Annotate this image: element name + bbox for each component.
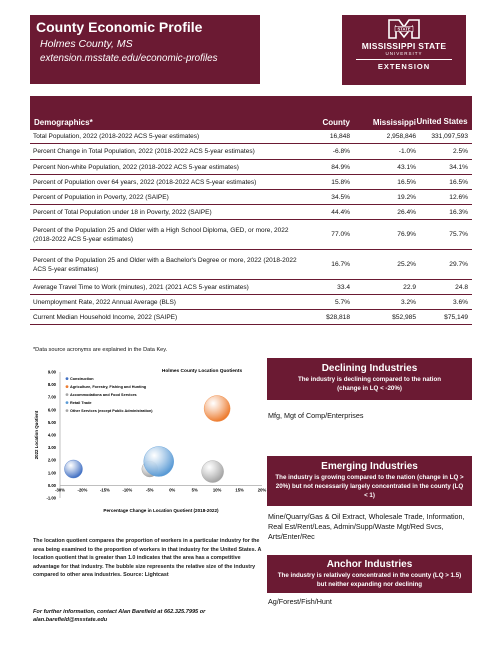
table-row <box>30 175 472 190</box>
logo-line1: MISSISSIPPI STATE <box>361 41 447 51</box>
mississippi-value: 2,958,846 <box>386 133 416 140</box>
legend-marker <box>66 385 69 388</box>
x-tick-label: 0% <box>169 487 176 493</box>
mississippi-value: 22.9 <box>403 283 416 291</box>
row-label: Percent of the Population 25 and Older with a High School Diploma, GED, or more, 2022 (2018-2022 ACS 5-year estimates) <box>33 226 289 243</box>
location-quotient-chart <box>30 360 270 520</box>
y-tick-label: 0.00 <box>47 482 56 488</box>
mississippi-value: 26.4% <box>397 208 416 216</box>
us-value: 16.3% <box>449 208 468 216</box>
mississippi-value: 76.9% <box>397 231 416 238</box>
mississippi-value: 43.1% <box>397 163 416 171</box>
anchor-list: Ag/Forest/Fish/Hunt <box>268 597 332 606</box>
county-value: 77.0% <box>331 231 350 238</box>
us-value: 331,097,593 <box>431 133 468 140</box>
demographics-table <box>30 96 472 325</box>
y-tick-label: 5.00 <box>47 419 56 425</box>
table-row <box>30 250 472 280</box>
x-tick-label: -10% <box>122 487 133 493</box>
us-value: $75,149 <box>444 313 468 321</box>
x-tick-label: 15% <box>235 487 244 493</box>
y-tick-label: 9.00 <box>47 369 56 375</box>
county-value: -6.8% <box>332 148 350 155</box>
declining-list: Mfg, Mgt of Comp/Enterprises <box>268 411 364 420</box>
declining-desc: The industry is declining compared to the nation (change in LQ < -20%) <box>297 376 441 392</box>
legend-entry: Retail Trade <box>70 401 92 405</box>
row-label: Unemployment Rate, 2022 Annual Average (BLS) <box>33 298 176 306</box>
msu-extension-logo <box>342 15 466 85</box>
logo-line2: UNIVERSITY <box>385 51 423 56</box>
bubble-agriculture-forestry-fishing-and-hunting <box>204 396 230 422</box>
table-row <box>30 144 472 160</box>
header-county: County <box>322 118 350 127</box>
anchor-desc: The industry is relatively concentrated in the county (LQ > 1.5) but neither expanding nor declining <box>277 572 462 588</box>
y-tick-label: 4.00 <box>47 432 56 438</box>
y-tick-label: 7.00 <box>47 394 56 400</box>
row-label: Percent of Population in Poverty, 2022 (SAIPE) <box>33 193 169 201</box>
page-title: County Economic Profile <box>36 19 203 35</box>
emerging-list: Mine/Quarry/Gas & Oil Extract, Wholesale Trade, Information, Real Est/Rent/Leas, Admin/Supp/Waste Mgt/Red Svcs, Arts/Enter/Rec <box>268 512 465 541</box>
county-value: $28,818 <box>326 313 350 321</box>
bubble-other-services-except-public-administration <box>202 461 224 483</box>
legend-entry: Agriculture, Forestry, Fishing and Hunting <box>70 385 147 389</box>
location-quotient-note: The location quotient compares the proportion of workers in a particular industry for the area being examined to the proportion of workers in that industry for the United States. A location quotient that is greater than 1.0 indicates that the area has a competitive advantage for that industry. The bubble size represents the relative size of the industry compared to other area industries. Source: Lightcast <box>33 538 262 578</box>
row-label: Percent of Total Population under 18 in Poverty, 2022 (SAIPE) <box>33 208 212 216</box>
table-row <box>30 205 472 220</box>
contact-info: For further information, contact Alan Barefield at 662.325.7995 or alan.barefield@msstate.edu <box>33 609 206 623</box>
header-banner <box>30 15 260 84</box>
mississippi-value: 3.2% <box>400 298 416 306</box>
x-tick-label: 5% <box>191 487 198 493</box>
row-label: Percent of Population over 64 years, 2022 (2018-2022 ACS 5-year estimates) <box>33 178 257 186</box>
y-tick-label: 2.00 <box>47 457 56 463</box>
us-value: 34.1% <box>449 163 468 171</box>
table-row <box>30 160 472 175</box>
bubble-construction <box>64 460 82 478</box>
header-mississippi: Mississippi <box>372 118 416 127</box>
emerging-industries-box <box>267 456 472 506</box>
us-value: 2.5% <box>452 148 468 155</box>
y-tick-label: 3.00 <box>47 445 56 451</box>
row-label: Average Travel Time to Work (minutes), 2021 (2021 ACS 5-year estimates) <box>33 283 249 291</box>
x-tick-label: -5% <box>146 487 154 493</box>
legend-entry: Other Services (except Public Administration) <box>70 409 153 413</box>
bubble-retail-trade <box>144 446 174 476</box>
emerging-desc: The industry is growing compared to the nation (change in LQ > 20%) but not necessarily largely concentrated in the county (LQ < 1) <box>275 474 464 499</box>
row-label: Current Median Household Income, 2022 (SAIPE) <box>33 313 178 321</box>
county-value: 16,848 <box>329 133 350 140</box>
mississippi-value: 25.2% <box>397 261 416 268</box>
row-label: Percent Change in Total Population, 2022 (2018-2022 ACS 5-year estimates) <box>33 148 255 155</box>
county-name: Holmes County, MS <box>40 38 133 50</box>
table-row <box>30 295 472 310</box>
data-key-note: *Data source acronyms are explained in the Data Key. <box>33 347 168 353</box>
table-row <box>30 190 472 205</box>
us-value: 16.5% <box>449 178 468 186</box>
us-value: 12.6% <box>449 193 468 201</box>
us-value: 3.6% <box>452 298 468 306</box>
table-body <box>30 130 472 325</box>
mississippi-value: 19.2% <box>397 193 416 201</box>
row-label: Total Population, 2022 (2018-2022 ACS 5-year estimates) <box>33 133 200 140</box>
y-tick-label: 1.00 <box>47 470 56 476</box>
chart-title: Holmes County Location Quotients <box>161 369 243 374</box>
y-axis-label: 2022 Location Quotient <box>34 410 39 460</box>
x-tick-label: 20% <box>257 487 267 493</box>
table-row <box>30 220 472 250</box>
x-tick-label: -30% <box>55 487 65 493</box>
mississippi-value: 16.5% <box>397 178 416 186</box>
county-value: 15.8% <box>331 178 350 186</box>
county-value: 84.9% <box>331 163 350 171</box>
us-value: 24.8 <box>455 283 468 291</box>
msu-m-logo-icon <box>387 18 421 40</box>
x-tick-label: 10% <box>212 487 222 493</box>
y-tick-label: -1.00 <box>46 495 56 501</box>
table-row <box>30 130 472 144</box>
legend-marker <box>66 377 69 380</box>
header-united-states: United States <box>416 117 468 126</box>
logo-line3: EXTENSION <box>377 62 431 71</box>
mississippi-value: -1.0% <box>398 148 416 155</box>
county-value: 33.4 <box>337 283 350 291</box>
row-label: Percent of the Population 25 and Older with a Bachelor's Degree or more, 2022 (2018-2022 ACS 5-year estimates) <box>33 256 297 273</box>
emerging-title: Emerging Industries <box>321 461 418 472</box>
table-row <box>30 280 472 295</box>
x-tick-label: -20% <box>77 487 88 493</box>
x-axis-label: Percentage Change in Location Quotient (2018-2022) <box>103 508 219 513</box>
declining-title: Declining Industries <box>321 363 418 374</box>
mississippi-value: $52,985 <box>392 313 416 321</box>
county-value: 44.4% <box>331 208 350 216</box>
us-value: 75.7% <box>449 231 468 238</box>
anchor-title: Anchor Industries <box>326 559 413 570</box>
anchor-industries-box <box>267 555 472 593</box>
county-value: 16.7% <box>331 261 350 268</box>
table-row <box>30 310 472 325</box>
county-value: 5.7% <box>334 298 350 306</box>
logo-state-text: STATE <box>397 26 411 32</box>
legend-marker <box>66 401 69 404</box>
legend-marker <box>66 393 69 396</box>
table-header <box>30 96 472 130</box>
us-value: 29.7% <box>449 261 468 268</box>
header-demographics: Demographics* <box>34 118 93 127</box>
declining-industries-box <box>267 358 472 400</box>
county-value: 34.5% <box>331 193 350 201</box>
logo-divider <box>356 59 452 60</box>
legend-marker <box>66 409 69 412</box>
y-tick-label: 8.00 <box>47 382 56 388</box>
x-tick-label: -15% <box>99 487 110 493</box>
y-tick-label: 6.00 <box>47 407 56 413</box>
legend-entry: Accommodations and Food Services <box>70 393 137 397</box>
row-label: Percent Non-white Population, 2022 (2018-2022 ACS 5-year estimates) <box>33 163 239 171</box>
profile-url[interactable]: extension.msstate.edu/economic-profiles <box>40 53 218 64</box>
legend-entry: Construction <box>70 377 94 381</box>
